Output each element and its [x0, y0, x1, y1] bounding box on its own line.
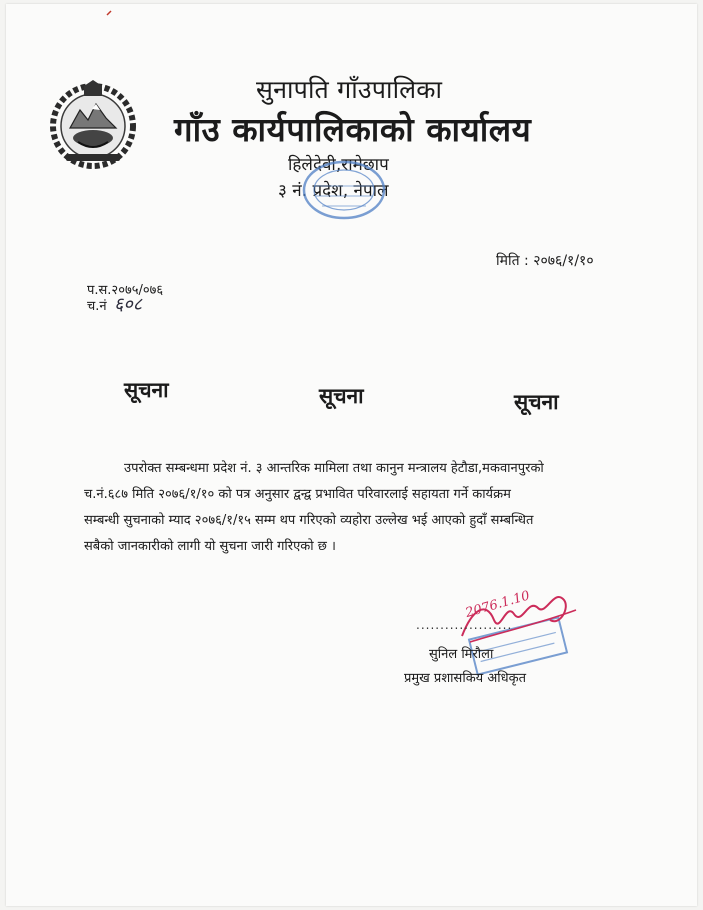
- notice-body-line: च.नं.६८७ मिति २०७६/१/१० को पत्र अनुसार द्वन्द्व प्रभावित परिवारलाई सहायता गर्ने कार्यक्रम: [84, 487, 511, 502]
- notice-heading-right: सूचना: [514, 390, 559, 414]
- document-page: [6, 4, 697, 906]
- notice-heading-center: सूचना: [319, 384, 364, 408]
- office-province: ३ नं. प्रदेश, नेपाल: [278, 181, 389, 201]
- dispatch-number-label: च.नं: [87, 299, 107, 314]
- nepal-emblem-icon: [48, 80, 138, 170]
- signatory-title: प्रमुख प्रशासकिय अधिकृत: [404, 671, 527, 686]
- signatory-name: सुनिल मिरौला: [429, 647, 494, 662]
- signature-line: ....................: [416, 618, 513, 632]
- notice-body: [84, 456, 614, 560]
- reference-number: प.स.२०७५/०७६: [87, 283, 164, 298]
- notice-body-line: सबैको जानकारीको लागी यो सुचना जारी गरिएको छ ।: [84, 539, 336, 554]
- municipality-name: सुनापति गाँउपालिका: [256, 75, 443, 104]
- dispatch-number-handwritten: ६०८: [114, 294, 143, 315]
- signature-date: 2076.1.10: [463, 588, 532, 621]
- letter-date: मिति : २०७६/१/१०: [496, 253, 594, 269]
- red-mark-icon: [106, 10, 112, 16]
- office-title: गाँउ कार्यपालिकाको कार्यालय: [174, 110, 532, 149]
- notice-body-line: उपरोक्त सम्बन्धमा प्रदेश नं. ३ आन्तरिक मामिला तथा कानुन मन्त्रालय हेटौडा,मकवानपुरको: [124, 461, 544, 476]
- notice-heading-left: सूचना: [124, 378, 169, 402]
- notice-body-line: सम्बन्धी सुचनाको म्याद २०७६/१/१५ सम्म थप गरिएको व्यहोरा उल्लेख भई आएको हुदाँ सम्बन्धित: [84, 513, 534, 528]
- office-stamp-icon: [282, 156, 392, 228]
- office-location: हिलेदेवी,रामेछाप: [288, 155, 389, 175]
